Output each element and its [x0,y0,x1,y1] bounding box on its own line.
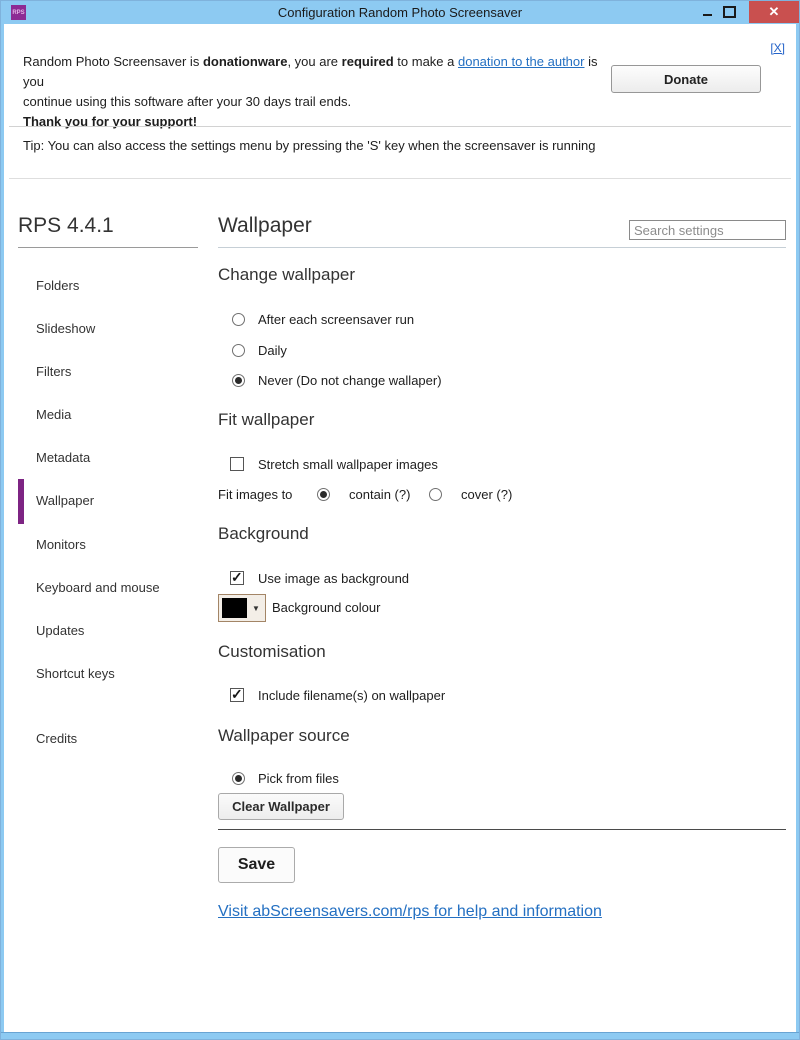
checkbox-label-use-image-as-background[interactable]: Use image as background [258,571,410,586]
checkbox-stretch-small-images[interactable] [230,457,244,471]
radio-after-each-run[interactable] [232,313,245,326]
tip-text: Tip: You can also access the settings menu by pressing the 'S' key when the screensaver is running [23,138,596,153]
notice-bold-donationware: donationware [202,54,288,69]
sidebar-item-filters[interactable]: Filters [36,364,72,379]
titlebar[interactable] [1,1,799,24]
dismiss-notice-link[interactable]: [X] [770,41,785,55]
notice-text-segment: is you [23,54,598,89]
section-heading-customisation: Customisation [218,642,326,661]
section-heading-fit-wallpaper: Fit wallpaper [218,410,315,429]
background-colour-dropdown[interactable] [218,594,266,622]
radio-label-never[interactable]: Never (Do not change wallaper) [258,373,442,388]
radio-never[interactable] [232,374,245,387]
notice-bold-required: required [341,54,394,69]
checkbox-use-image-as-background[interactable] [230,571,244,585]
close-icon: ✕ [768,4,780,19]
radio-daily[interactable] [232,344,245,357]
radio-label-contain[interactable]: contain (?) [349,487,411,502]
notice-divider [9,126,791,127]
notice-text-segment: , you are [287,54,342,69]
sidebar-item-keyboard-mouse[interactable]: Keyboard and mouse [36,580,160,595]
section-heading-wallpaper-source: Wallpaper source [218,726,350,745]
sidebar-item-folders[interactable]: Folders [36,278,80,293]
help-link[interactable]: Visit abScreensavers.com/rps for help and information [218,903,602,920]
donation-notice [23,52,605,132]
footer-divider [218,829,786,830]
minimize-button[interactable] [695,1,719,23]
close-button[interactable] [749,1,799,23]
sidebar-item-updates[interactable]: Updates [36,623,85,638]
donation-link[interactable]: donation to the author [457,54,585,69]
sidebar-item-shortcut-keys[interactable]: Shortcut keys [36,666,115,681]
page-title-divider [218,247,786,248]
notice-line-3 [23,112,605,132]
radio-contain[interactable] [317,488,330,501]
donate-button[interactable]: Donate [611,65,761,93]
background-colour-label: Background colour [272,600,381,615]
sidebar-item-monitors[interactable]: Monitors [36,537,86,552]
window-border-right [796,24,799,1039]
radio-label-cover[interactable]: cover (?) [461,487,513,502]
selected-item-indicator [18,479,24,524]
window-border-left [1,24,4,1039]
clear-wallpaper-button[interactable]: Clear Wallpaper [218,793,344,820]
sidebar-item-slideshow[interactable]: Slideshow [36,321,96,336]
notice-line-1 [23,52,605,92]
window-border-bottom [1,1032,799,1039]
minimize-icon [703,14,712,16]
notice-text-segment: Random Photo Screensaver is [23,54,203,69]
radio-cover[interactable] [429,488,442,501]
sidebar-item-credits[interactable]: Credits [36,731,78,746]
section-heading-change-wallpaper: Change wallpaper [218,265,356,284]
page-title: Wallpaper [218,214,312,237]
maximize-icon [723,6,736,18]
checkbox-label-stretch-small-images[interactable]: Stretch small wallpaper images [258,457,438,472]
colour-swatch [222,598,247,618]
sidebar-item-media[interactable]: Media [36,407,72,422]
window-title: Configuration Random Photo Screensaver [277,5,523,20]
checkbox-label-include-filename[interactable]: Include filename(s) on wallpaper [258,688,446,703]
notice-line-2: continue using this software after your 30 days trail ends. [23,94,352,109]
dropdown-arrow-icon: ▼ [252,603,260,613]
notice-text-segment: to make a [393,54,458,69]
search-input[interactable] [629,220,786,240]
section-heading-background: Background [218,524,309,543]
fit-images-to-label: Fit images to [218,487,293,502]
tip-divider [9,178,791,179]
sidebar-item-metadata[interactable]: Metadata [36,450,91,465]
radio-label-pick-from-files[interactable]: Pick from files [258,771,339,786]
app-icon: RPS [11,5,26,20]
radio-label-daily[interactable]: Daily [258,343,287,358]
save-button[interactable]: Save [218,847,295,883]
app-version-heading: RPS 4.4.1 [18,214,198,248]
checkbox-include-filename[interactable] [230,688,244,702]
sidebar-item-wallpaper[interactable]: Wallpaper [36,493,95,508]
notice-thanks: Thank you for your support! [23,114,198,129]
maximize-button[interactable] [717,1,741,23]
radio-label-after-each-run[interactable]: After each screensaver run [258,312,415,327]
radio-pick-from-files[interactable] [232,772,245,785]
